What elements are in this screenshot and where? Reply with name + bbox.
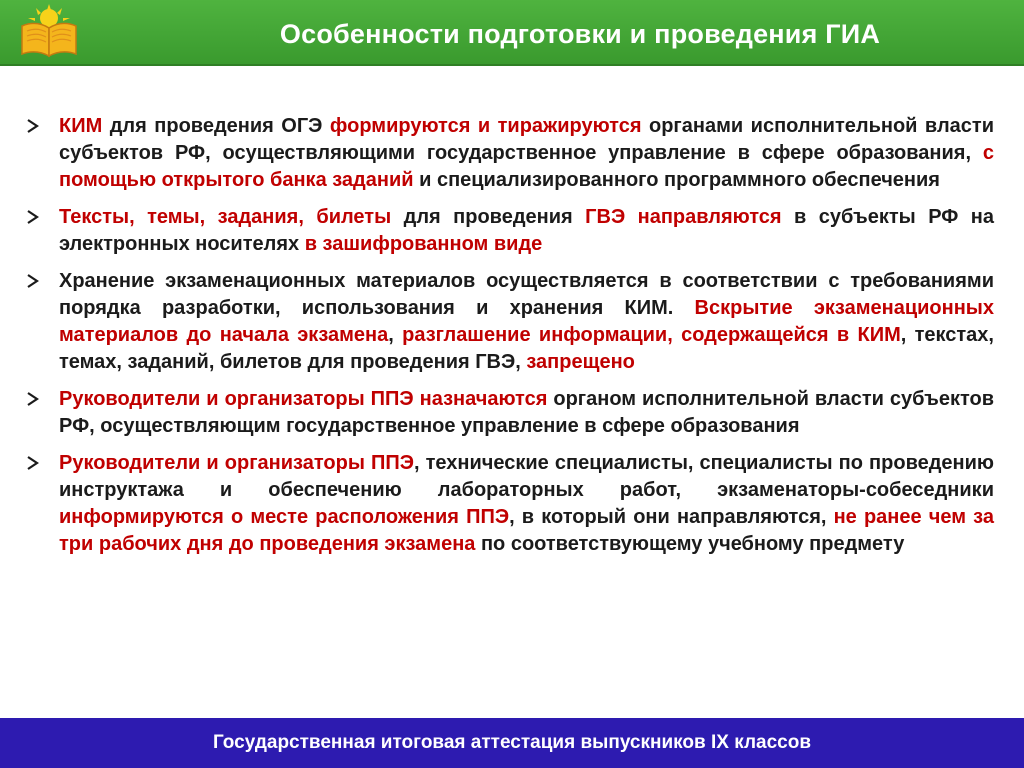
chevron-right-icon <box>26 119 40 133</box>
chevron-right-icon <box>26 210 40 224</box>
list-item <box>26 268 994 376</box>
emphasis-text: формируются и тиражируются <box>329 115 642 137</box>
body-text: для проведения ОГЭ <box>102 115 330 137</box>
footer-bar <box>0 716 1024 768</box>
body-text: , технические специалисты, специалисты по проведению инструктажа и обеспечению лабораторных работ, экзаменаторы-собеседники <box>59 452 994 501</box>
chevron-right-icon <box>26 392 40 406</box>
emphasis-text: не ранее чем за три рабочих дня до проведения экзамена <box>59 506 994 555</box>
emphasis-text: информируются о месте расположения ППЭ <box>59 506 510 528</box>
body-text: Хранение экзаменационных материалов осуществляется в соответствии с требованиями порядка разработки, использования и хранения КИМ. <box>59 270 994 319</box>
open-book-sun-logo-icon <box>18 4 80 60</box>
emphasis-text: запрещено <box>526 351 635 373</box>
body-text: по соответствующему учебному предмету <box>475 533 905 555</box>
body-text: в субъекты РФ на электронных носителях <box>59 206 995 255</box>
emphasis-text: Тексты, темы, задания, билеты <box>59 206 392 228</box>
chevron-right-icon <box>26 274 40 288</box>
emphasis-text: Вскрытие экзаменационных материалов до начала экзамена <box>59 297 994 346</box>
footer-text: Государственная итоговая аттестация выпускников IX классов <box>212 732 812 753</box>
body-text: , <box>388 324 403 346</box>
body-text: и специализированного программного обеспечения <box>413 169 940 191</box>
header-bar <box>0 0 1024 66</box>
body-text: органом исполнительной власти субъектов РФ, осуществляющим государственное управление в сфере образования <box>59 388 994 437</box>
list-item <box>26 113 994 194</box>
emphasis-text: разглашение информации, содержащейся в КИМ <box>402 324 901 346</box>
bullet-list <box>26 113 994 568</box>
emphasis-text: Руководители и организаторы ППЭ назначаются <box>59 388 548 410</box>
list-item <box>26 386 994 440</box>
emphasis-text: ГВЭ направляются <box>585 206 782 228</box>
page-title: Особенности подготовки и проведения ГИА <box>279 19 881 49</box>
body-text: органами исполнительной власти субъектов РФ, осуществляющими государственное управление в сфере образования, <box>59 115 995 164</box>
list-item <box>26 450 994 558</box>
list-item <box>26 204 994 258</box>
body-text: , текстах, темах, заданий, билетов для проведения ГВЭ, <box>59 324 994 373</box>
emphasis-text: КИМ <box>59 115 103 137</box>
body-text: , в который они направляются, <box>509 506 834 528</box>
body-text: для проведения <box>391 206 586 228</box>
emphasis-text: в зашифрованном виде <box>304 233 543 255</box>
emphasis-text: с помощью открытого банка заданий <box>59 142 994 191</box>
chevron-right-icon <box>26 456 40 470</box>
emphasis-text: Руководители и организаторы ППЭ <box>59 452 414 474</box>
